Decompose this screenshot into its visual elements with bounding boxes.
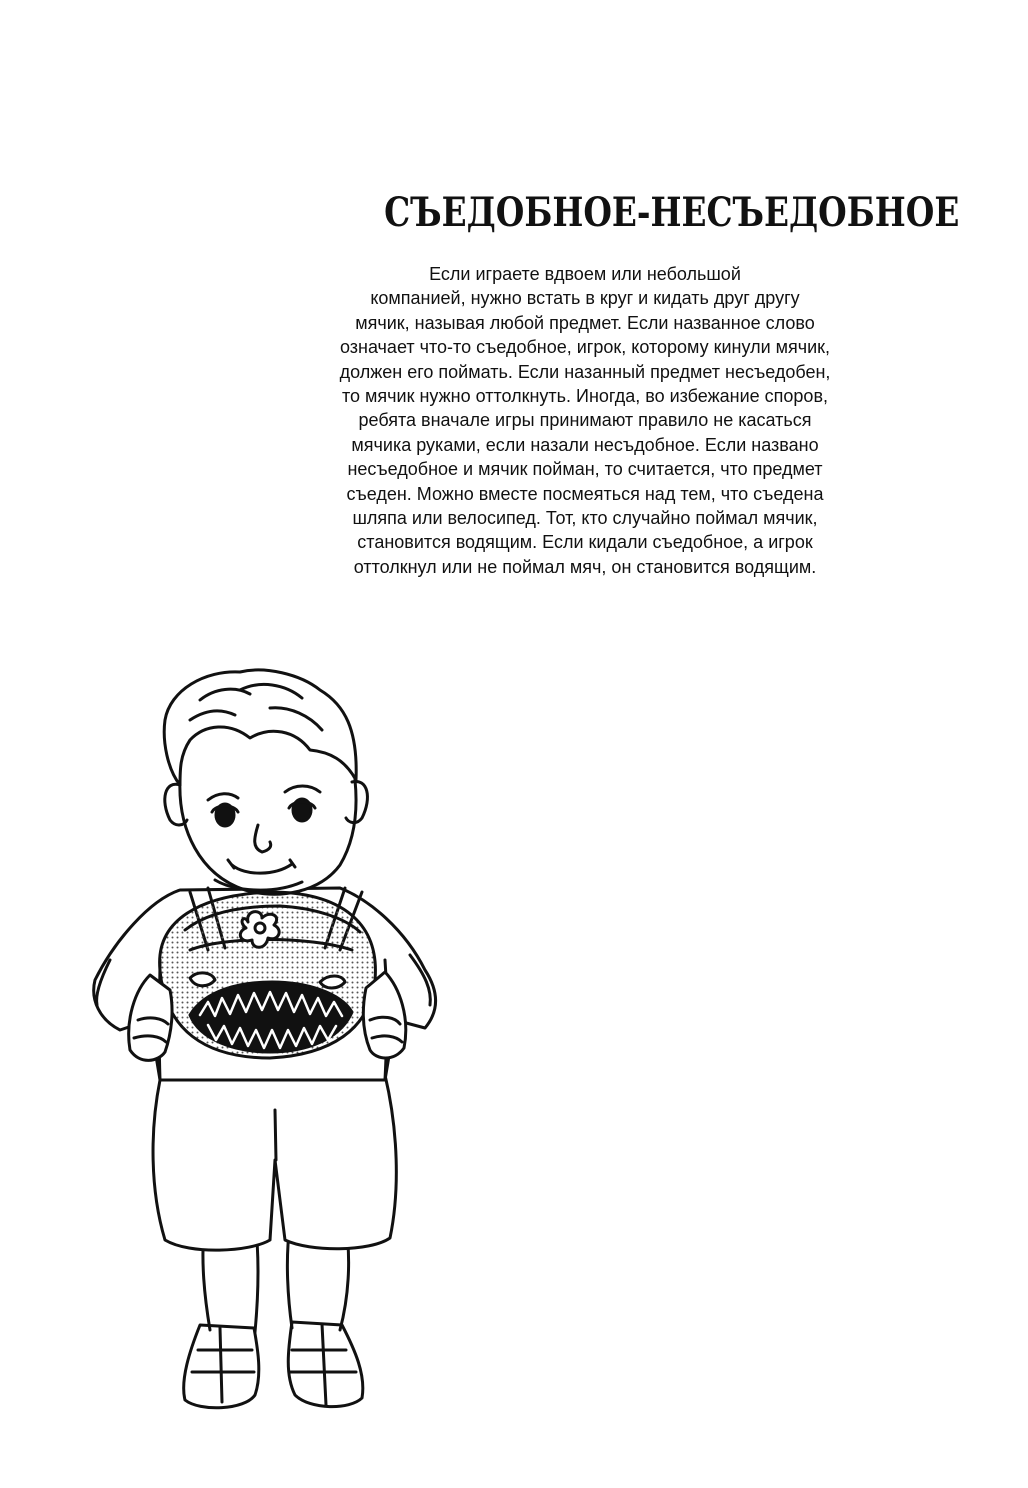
text-line: мячик, называя любой предмет. Если названное слово <box>355 312 815 333</box>
text-line: то мячик нужно оттолкнуть. Иногда, во избежание споров, <box>341 386 829 407</box>
text-line: компанией, нужно встать в круг и кидать друг другу <box>370 288 800 309</box>
text-line: ребята вначале игры принимают правило не касаться <box>358 410 812 431</box>
text-line: Если играете вдвоем или небольшой <box>429 264 741 284</box>
text-line: шляпа или велосипед. Тот, кто случайно поймал мячик, <box>352 508 818 529</box>
text-line: должен его поймать. Если назанный предмет несъедобен, <box>339 361 831 382</box>
boy-with-ball-illustration <box>40 660 460 1450</box>
text-line: становится водящим. Если кидали съедобное, а игрок <box>357 532 813 553</box>
shorts <box>153 1075 396 1250</box>
text-line: несъедобное и мячик пойман, то считается, что предмет <box>347 459 823 480</box>
head <box>164 670 367 894</box>
text-line: съеден. Можно вместе посмеяться над тем, что съедена <box>346 483 824 504</box>
page-title: СЪЕДОБНОЕ-НЕСЪЕДОБНОЕ <box>384 189 960 236</box>
text-line: означает что-то съедобное, игрок, которому кинули мячик, <box>339 337 831 358</box>
rules-text <box>290 262 880 579</box>
text-line: оттолкнул или не поймал мяч, он становится водящим. <box>353 556 817 577</box>
toothed-ball <box>160 892 376 1058</box>
text-line: мячика руками, если назали несъдобное. Если названо <box>351 434 819 455</box>
sandals <box>184 1322 363 1408</box>
